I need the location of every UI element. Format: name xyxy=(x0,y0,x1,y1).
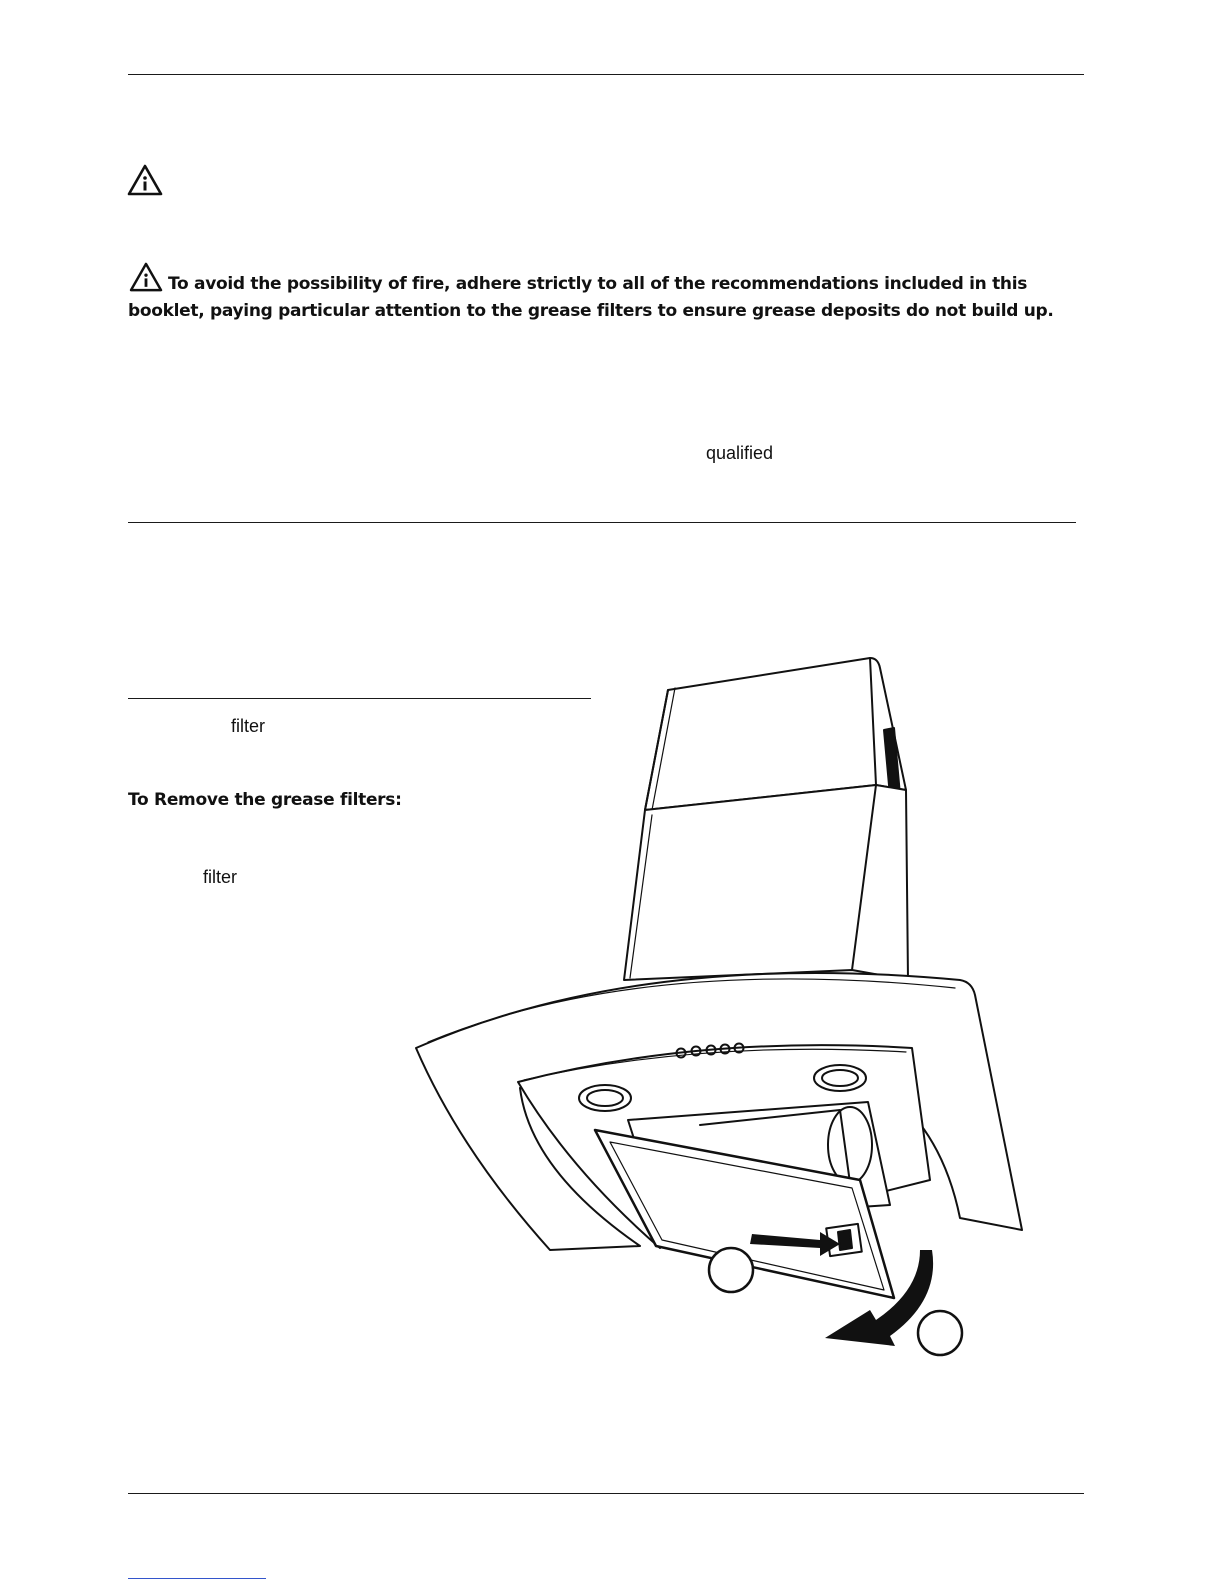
callout-circle-2 xyxy=(918,1311,962,1355)
word-filter-2: filter xyxy=(203,867,238,887)
header-rule xyxy=(128,74,1084,75)
word-filter-1: filter xyxy=(231,716,266,736)
warning-icon xyxy=(128,262,164,292)
remove-filters-heading: To Remove the grease filters: xyxy=(128,790,402,810)
footer-rule xyxy=(128,1493,1084,1494)
fire-warning-paragraph xyxy=(128,262,1088,325)
warning-icon xyxy=(127,164,163,196)
footer-link-underline xyxy=(128,1578,266,1579)
fire-warning-text: To avoid the possibility of fire, adhere strictly to all of the recommendations included in this booklet, paying particular attention to the grease filters to ensure grease deposits do not build up. xyxy=(128,274,1054,321)
cooker-hood-illustration xyxy=(400,650,1040,1370)
section-rule xyxy=(128,522,1076,523)
word-qualified: qualified xyxy=(706,443,774,463)
callout-circle-1 xyxy=(709,1248,753,1292)
chimney-lower xyxy=(624,785,908,980)
